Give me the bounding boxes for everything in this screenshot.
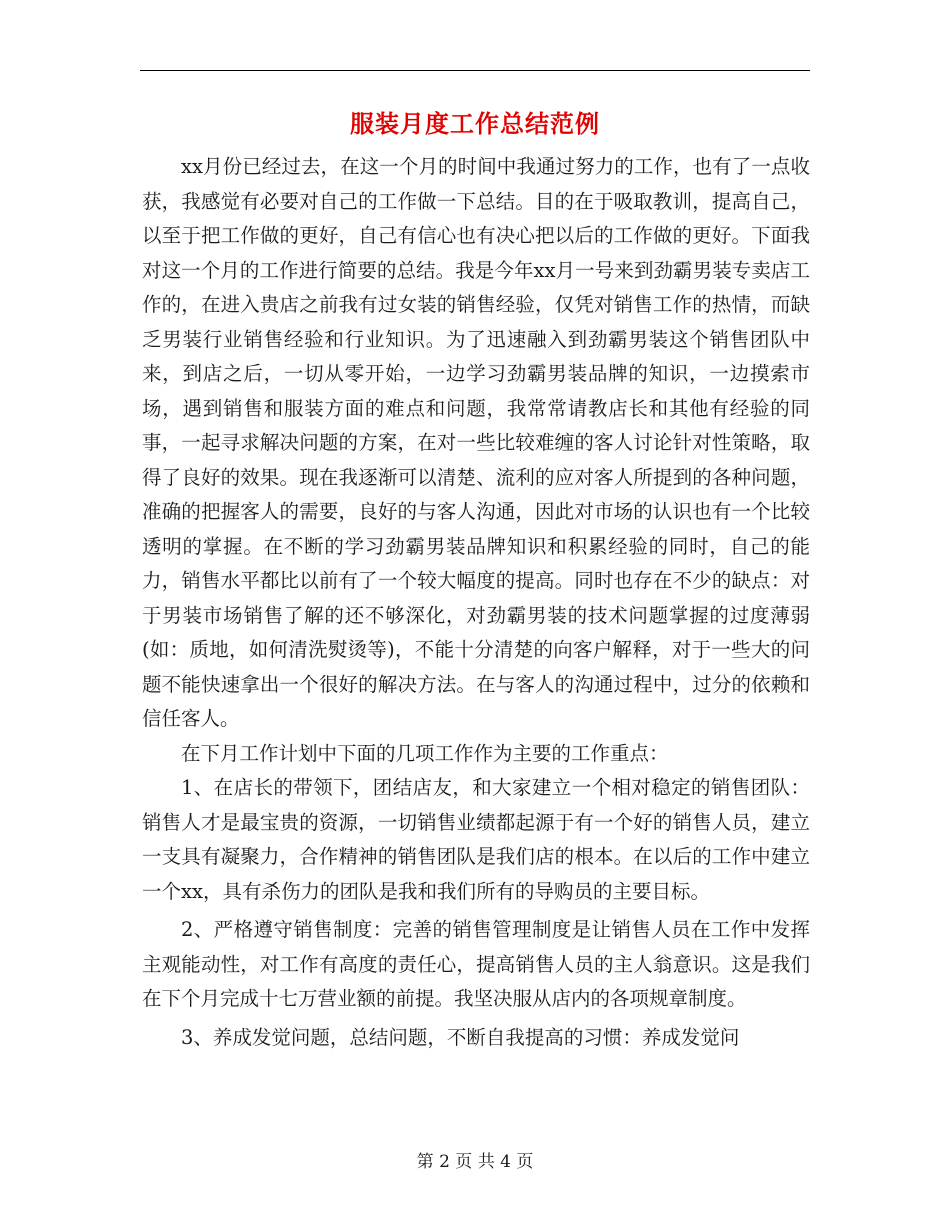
paragraph-intro: xx月份已经过去，在这一个月的时间中我通过努力的工作，也有了一点收获，我感觉有必要对自己的工作做一下总结。目的在于吸取教训，提高自己，以至于把工作做的更好，自己有信心也有决心把以后的工作做的更好。下面我对这一个月的工作进行简要的总结。我是今年xx月一号来到劲霸男装专卖店工作的，在进入贵店之前我有过女装的销售经验，仅凭对销售工作的热情，而缺乏男装行业销售经验和行业知识。为了迅速融入到劲霸男装这个销售团队中来，到店之后，一切从零开始，一边学习劲霸男装品牌的知识，一边摸索市场，遇到销售和服装方面的难点和问题，我常常请教店长和其他有经验的同事，一起寻求解决问题的方案，在对一些比较难缠的客人讨论针对性策略，取得了良好的效果。现在我逐渐可以清楚、流利的应对客人所提到的各种问题，准确的把握客人的需要，良好的与客人沟通，因此对市场的认识也有一个比较透明的掌握。在不断的学习劲霸男装品牌知识和积累经验的同时，自己的能力，销售水平都比以前有了一个较大幅度的提高。同时也存在不少的缺点：对于男装市场销售了解的还不够深化，对劲霸男装的技术问题掌握的过度薄弱(如：质地，如何清洗熨烫等)，不能十分清楚的向客户解释，对于一些大的问题不能快速拿出一个很好的解决方法。在与客人的沟通过程中，过分的依赖和信任客人。 — [142, 155, 810, 730]
page-number-footer: 第 2 页 共 4 页 — [416, 1152, 534, 1172]
paragraph-item-3: 3、养成发觉问题，总结问题，不断自我提高的习惯：养成发觉问 — [181, 1025, 740, 1049]
paragraph-plan-intro: 在下月工作计划中下面的几项工作作为主要的工作重点： — [181, 741, 669, 765]
document-title: 服装月度工作总结范例 — [350, 110, 600, 138]
header-rule — [140, 70, 810, 71]
document-body — [142, 150, 810, 1055]
paragraph-item-2: 2、严格遵守销售制度：完善的销售管理制度是让销售人员在工作中发挥主观能动性，对工作有高度的责任心，提高销售人员的主人翁意识。这是我们在下个月完成十七万营业额的前提。我坚决服从店内的各项规章制度。 — [142, 918, 810, 1010]
paragraph-item-1: 1、在店长的带领下，团结店友，和大家建立一个相对稳定的销售团队：销售人才是最宝贵的资源，一切销售业绩都起源于有一个好的销售人员，建立一支具有凝聚力，合作精神的销售团队是我们店的根本。在以后的工作中建立一个xx，具有杀伤力的团队是我和我们所有的导购员的主要目标。 — [142, 776, 810, 903]
